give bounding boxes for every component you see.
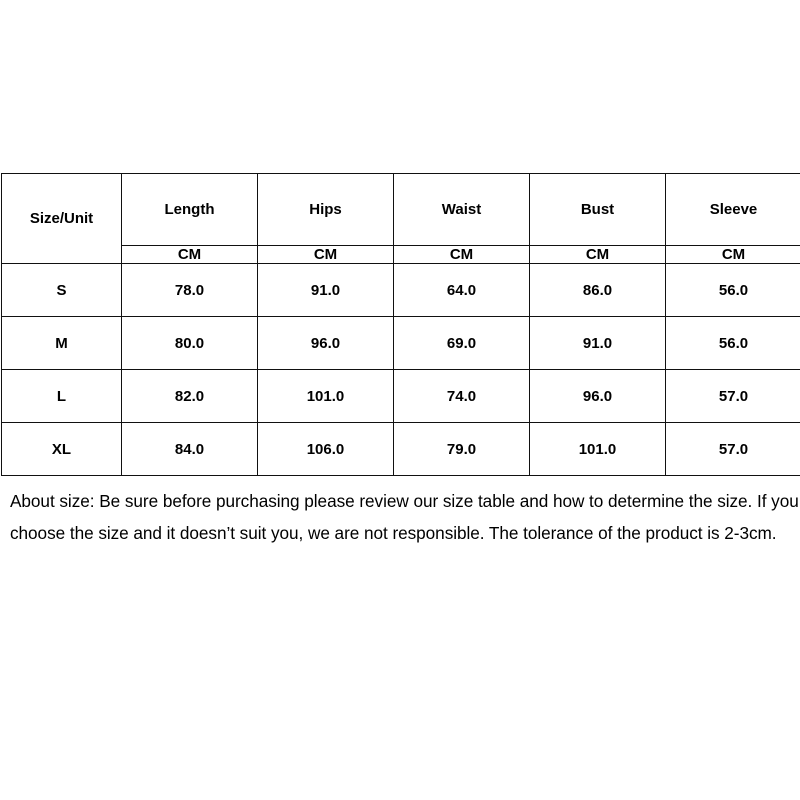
table-cell: 57.0 [666,423,800,476]
table-row [2,264,800,317]
size-label: XL [2,423,122,476]
table-cell: 80.0 [122,317,258,370]
table-cell: 101.0 [258,370,394,423]
table-cell: 74.0 [394,370,530,423]
table-cell: 64.0 [394,264,530,317]
unit-cell: CM [530,246,666,264]
table-cell: 96.0 [258,317,394,370]
table-cell: 56.0 [666,317,800,370]
column-header-hips: Hips [258,174,394,246]
table-cell: 106.0 [258,423,394,476]
column-header-bust: Bust [530,174,666,246]
column-header-sleeve: Sleeve [666,174,800,246]
table-cell: 91.0 [258,264,394,317]
column-header-waist: Waist [394,174,530,246]
table-cell: 82.0 [122,370,258,423]
table-row [2,423,800,476]
size-unit-header: Size/Unit [2,174,122,264]
table-cell: 69.0 [394,317,530,370]
table-row [2,370,800,423]
size-chart-table [1,173,800,476]
table-cell: 57.0 [666,370,800,423]
table-cell: 96.0 [530,370,666,423]
size-label: M [2,317,122,370]
unit-cell: CM [258,246,394,264]
table-cell: 56.0 [666,264,800,317]
table-cell: 101.0 [530,423,666,476]
unit-cell: CM [394,246,530,264]
size-label: L [2,370,122,423]
unit-row [2,246,800,264]
size-label: S [2,264,122,317]
size-disclaimer-note: About size: Be sure before purchasing please review our size table and how to determine the size. If you choose the size and it doesn’t suit you, we are not responsible. The tolerance of the product is 2-3cm. [10,491,799,543]
table-cell: 91.0 [530,317,666,370]
table-row [2,317,800,370]
table-header-row [2,174,800,246]
table-cell: 78.0 [122,264,258,317]
table-cell: 84.0 [122,423,258,476]
column-header-length: Length [122,174,258,246]
table-cell: 79.0 [394,423,530,476]
unit-cell: CM [122,246,258,264]
unit-cell: CM [666,246,800,264]
table-cell: 86.0 [530,264,666,317]
